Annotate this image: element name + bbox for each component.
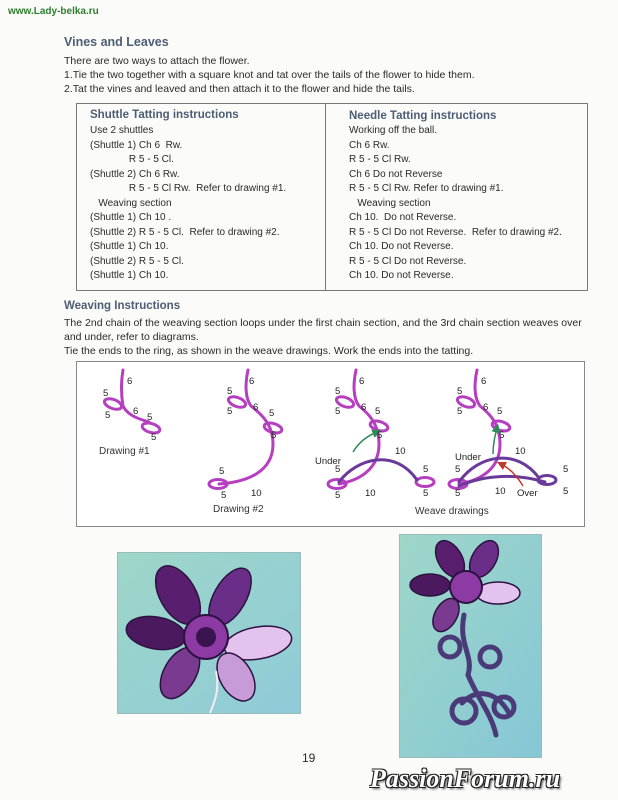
- instruction-line: (Shuttle 2) R 5 - 5 Cl.: [90, 255, 184, 267]
- instruction-line: R 5 - 5 Cl Rw. Refer to drawing #1.: [349, 183, 504, 194]
- over-label: Over: [517, 488, 538, 499]
- vine-photo: [400, 535, 541, 757]
- shuttle-heading: Shuttle Tatting instructions: [90, 109, 239, 121]
- w1-ring: [416, 478, 434, 487]
- stitch-count: 5: [105, 410, 111, 421]
- stitch-count: 5: [423, 488, 429, 499]
- stitch-count: 6: [483, 402, 489, 413]
- under-arrow: [493, 428, 497, 454]
- instruction-line: (Shuttle 1) Ch 10.: [90, 241, 169, 252]
- stitch-count: 5: [455, 488, 461, 499]
- stitch-count: 6: [133, 406, 139, 417]
- stitch-count: 5: [499, 430, 505, 441]
- intro-line: There are two ways to attach the flower.: [64, 55, 250, 67]
- instruction-line: (Shuttle 2) R 5 - 5 Cl. Refer to drawing #2.: [90, 226, 280, 238]
- flower-photo: [118, 553, 300, 713]
- shuttle-instructions: [90, 124, 286, 284]
- stitch-count: 5: [563, 464, 569, 475]
- instruction-line: R 5 - 5 Cl.: [90, 154, 174, 165]
- under-arrow: [353, 432, 377, 452]
- table-divider: [325, 103, 326, 291]
- weaving-text: [64, 316, 594, 358]
- stitch-count: 5: [457, 386, 463, 397]
- instruction-line: R 5 - 5 Cl Rw. Refer to drawing #1.: [90, 183, 287, 194]
- instruction-line: Weaving section: [90, 197, 172, 209]
- stitch-count: 10: [515, 446, 526, 457]
- instruction-line: (Shuttle 1) Ch 10 .: [90, 212, 172, 223]
- instruction-line: Working off the ball.: [349, 125, 438, 136]
- vines-intro: [64, 54, 475, 96]
- stitch-count: 5: [375, 406, 381, 417]
- drawing-label: Weave drawings: [415, 506, 489, 517]
- under-label: Under: [455, 452, 481, 463]
- stitch-count: 5: [271, 430, 277, 441]
- stitch-count: 5: [227, 406, 233, 417]
- stitch-count: 5: [227, 386, 233, 397]
- instruction-line: Use 2 shuttles: [90, 125, 154, 136]
- stitch-count: 5: [335, 490, 341, 501]
- stitch-count: 5: [377, 430, 383, 441]
- stitch-count: 5: [563, 486, 569, 497]
- instruction-line: R 5 - 5 Cl Do not Reverse. Refer to drawing #2.: [349, 226, 562, 238]
- tatted-vine-image: [400, 535, 541, 757]
- needle-heading: Needle Tatting instructions: [349, 110, 497, 122]
- site-watermark: www.Lady-belka.ru: [8, 6, 99, 17]
- forum-watermark: PassionForum.ru: [370, 764, 561, 793]
- stitch-count: 5: [497, 406, 503, 417]
- weaving-line: The 2nd chain of the weaving section loops under the first chain section, and the 3rd chain section weaves over and under, refer to diagrams.: [64, 317, 582, 343]
- stitch-count: 10: [395, 446, 406, 457]
- stitch-count: 5: [269, 408, 275, 419]
- drawing-label: Drawing #2: [213, 504, 264, 515]
- instruction-line: Ch 10. Do not Reverse.: [349, 241, 454, 252]
- section-title-weaving: Weaving Instructions: [64, 300, 181, 312]
- instruction-line: Ch 6 Do not Reverse: [349, 168, 443, 180]
- tatting-diagrams: [77, 362, 584, 526]
- stitch-count: 5: [103, 388, 109, 399]
- w2-weave-chain: [459, 476, 545, 486]
- stitch-count: 6: [361, 402, 367, 413]
- page-number: 19: [302, 751, 316, 765]
- under-label: Under: [315, 456, 341, 467]
- stitch-count: 5: [147, 412, 153, 423]
- instruction-line: R 5 - 5 Cl Do not Reverse.: [349, 255, 467, 267]
- w1-weave-chain: [339, 460, 417, 482]
- drawings-panel: [76, 361, 585, 527]
- intro-line: 1.Tie the two together with a square knot and tat over the tails of the flower to hide them.: [64, 69, 475, 81]
- needle-instructions: [349, 124, 562, 284]
- stitch-count: 5: [335, 386, 341, 397]
- instruction-line: Weaving section: [349, 197, 431, 209]
- instruction-line: R 5 - 5 Cl Rw.: [349, 154, 411, 165]
- stitch-count: 6: [249, 376, 255, 387]
- weaving-line: Tie the ends to the ring, as shown in the weave drawings. Work the ends into the tatting.: [64, 345, 474, 357]
- instruction-line: Ch 6 Rw.: [349, 139, 390, 151]
- stitch-count: 5: [151, 432, 157, 443]
- instruction-line: Ch 10. Do not Reverse.: [349, 270, 454, 281]
- intro-line: 2.Tat the vines and leaved and then attach it to the flower and hide the tails.: [64, 83, 415, 95]
- stitch-count: 5: [335, 464, 341, 475]
- stitch-count: 5: [219, 466, 225, 477]
- drawing-label: Drawing #1: [99, 446, 150, 457]
- stitch-count: 10: [365, 488, 376, 499]
- stitch-count: 5: [423, 464, 429, 475]
- instruction-line: (Shuttle 1) Ch 6 Rw.: [90, 139, 183, 151]
- stitch-count: 6: [253, 402, 259, 413]
- stitch-count: 5: [335, 406, 341, 417]
- instruction-line: Ch 10. Do not Reverse.: [349, 212, 457, 223]
- stitch-count: 10: [251, 488, 262, 499]
- stitch-count: 6: [127, 376, 133, 387]
- stitch-count: 6: [481, 376, 487, 387]
- stitch-count: 6: [359, 376, 365, 387]
- stitch-count: 10: [495, 486, 506, 497]
- instruction-line: (Shuttle 1) Ch 10.: [90, 270, 169, 281]
- instruction-line: (Shuttle 2) Ch 6 Rw.: [90, 168, 180, 180]
- stitch-count: 5: [221, 490, 227, 501]
- tatted-flower-image: [118, 553, 300, 713]
- stitch-count: 5: [455, 464, 461, 475]
- section-title-vines: Vines and Leaves: [64, 35, 169, 49]
- stitch-count: 5: [457, 406, 463, 417]
